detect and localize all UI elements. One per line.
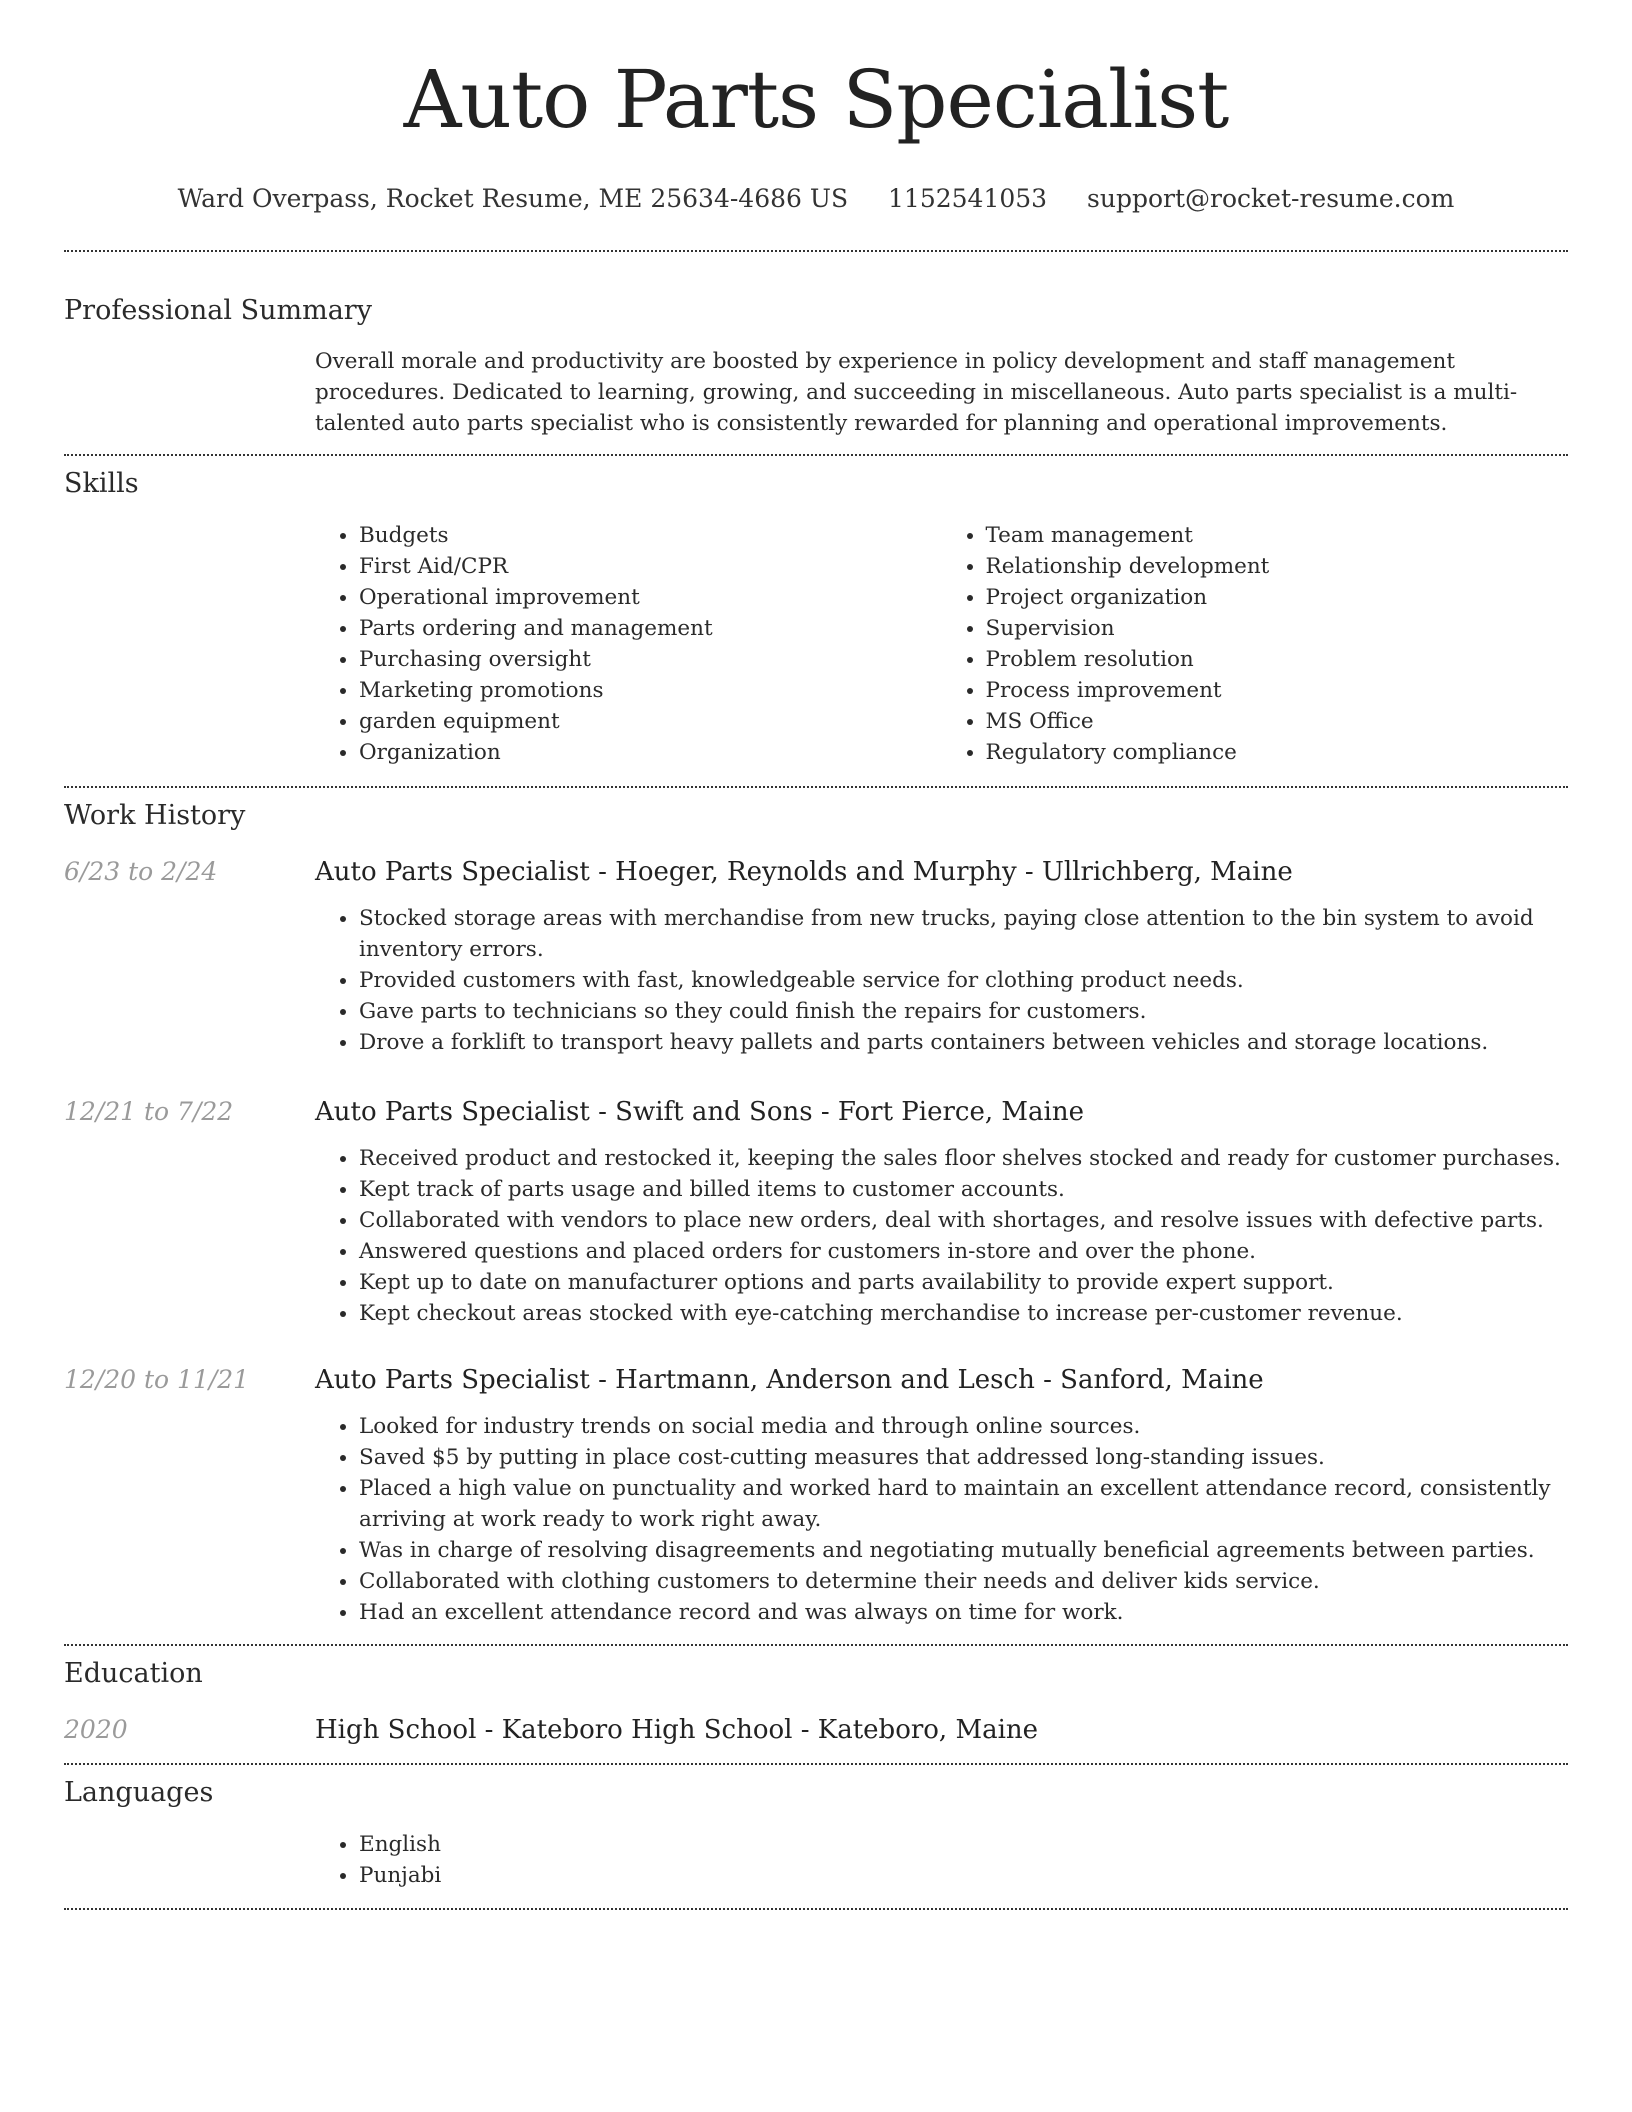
resume-name: Auto Parts Specialist	[403, 53, 1229, 146]
work-history-heading: Work History	[64, 800, 246, 831]
contact-phone: 1152541053	[888, 184, 1048, 213]
job-entry	[64, 1364, 1568, 1628]
skills-list-left	[315, 520, 942, 768]
job-title: Auto Parts Specialist - Hartmann, Anderson and Lesch - Sanford, Maine	[315, 1365, 1264, 1395]
job-bullet: • Received product and restocked it, keeping the sales floor shelves stocked and ready for customer purchases.	[359, 1143, 1612, 1174]
job-bullet: • Was in charge of resolving disagreements and negotiating mutually beneficial agreements between parties.	[359, 1535, 1612, 1566]
job-bullet: • Provided customers with fast, knowledgeable service for clothing product needs.	[359, 965, 1612, 996]
skill-item: • Operational improvement	[359, 582, 942, 613]
skill-item: • Regulatory compliance	[986, 737, 1569, 768]
job-bullet: • Drove a forklift to transport heavy pallets and parts containers between vehicles and storage locations.	[359, 1027, 1612, 1058]
education-dates: 2020	[64, 1715, 128, 1744]
job-bullets	[315, 903, 1612, 1058]
job-bullet: • Answered questions and placed orders for customers in-store and over the phone.	[359, 1236, 1612, 1267]
job-bullet: • Kept checkout areas stocked with eye-catching merchandise to increase per-customer revenue.	[359, 1298, 1612, 1329]
skill-item: • Process improvement	[986, 675, 1569, 706]
summary-text: Overall morale and productivity are boosted by experience in policy development and staff management procedures. Dedicated to learning, growing, and succeeding in miscellaneous. Auto parts specialist is a multi-talented auto parts specialist who is consistently rewarded for planning and operational improvements.	[315, 349, 1518, 436]
resume-page	[64, 0, 1568, 1910]
language-item: • English	[359, 1829, 1612, 1860]
job-dates: 6/23 to 2/24	[64, 857, 218, 886]
languages-heading: Languages	[64, 1777, 214, 1808]
job-bullet: • Kept track of parts usage and billed items to customer accounts.	[359, 1174, 1612, 1205]
skill-item: • Project organization	[986, 582, 1569, 613]
skills-section	[64, 456, 1568, 768]
job-entry	[64, 1096, 1568, 1329]
job-title: Auto Parts Specialist - Hoeger, Reynolds and Murphy - Ullrichberg, Maine	[315, 857, 1293, 887]
skills-list-right	[942, 520, 1569, 768]
job-bullet: • Gave parts to technicians so they could finish the repairs for customers.	[359, 996, 1612, 1027]
languages-section	[64, 1765, 1568, 1891]
skill-item: • Organization	[359, 737, 942, 768]
skill-item: • Budgets	[359, 520, 942, 551]
job-bullet: • Looked for industry trends on social media and through online sources.	[359, 1411, 1612, 1442]
summary-heading: Professional Summary	[64, 295, 372, 326]
job-bullets	[315, 1143, 1612, 1329]
language-item: • Punjabi	[359, 1860, 1612, 1891]
skills-heading: Skills	[64, 468, 139, 499]
job-bullet: • Collaborated with clothing customers to determine their needs and deliver kids service.	[359, 1566, 1612, 1597]
job-bullet: • Had an excellent attendance record and was always on time for work.	[359, 1597, 1612, 1628]
skill-item: • Supervision	[986, 613, 1569, 644]
skill-item: • Team management	[986, 520, 1569, 551]
job-bullet: • Placed a high value on punctuality and worked hard to maintain an excellent attendance record, consistently arriving at work ready to work right away.	[359, 1473, 1612, 1535]
skill-item: • MS Office	[986, 706, 1569, 737]
section-divider	[64, 1908, 1568, 1910]
job-entry	[64, 856, 1568, 1058]
skill-item: • First Aid/CPR	[359, 551, 942, 582]
skill-item: • Purchasing oversight	[359, 644, 942, 675]
skill-item: • garden equipment	[359, 706, 942, 737]
languages-list	[315, 1829, 1612, 1891]
job-bullet: • Saved $5 by putting in place cost-cutting measures that addressed long-standing issues.	[359, 1442, 1612, 1473]
skill-item: • Problem resolution	[986, 644, 1569, 675]
job-dates: 12/20 to 11/21	[64, 1365, 250, 1394]
summary-section	[64, 252, 1568, 439]
skill-item: • Marketing promotions	[359, 675, 942, 706]
job-bullet: • Collaborated with vendors to place new orders, deal with shortages, and resolve issues with defective parts.	[359, 1205, 1612, 1236]
education-heading: Education	[64, 1658, 203, 1689]
skill-item: • Relationship development	[986, 551, 1569, 582]
job-title: Auto Parts Specialist - Swift and Sons - Fort Pierce, Maine	[315, 1097, 1084, 1127]
job-bullets	[315, 1411, 1612, 1628]
job-bullet: • Kept up to date on manufacturer options and parts availability to provide expert support.	[359, 1267, 1612, 1298]
education-title: High School - Kateboro High School - Kateboro, Maine	[315, 1715, 1039, 1745]
job-dates: 12/21 to 7/22	[64, 1097, 234, 1126]
education-entry	[64, 1714, 1568, 1746]
contact-email: support@rocket-resume.com	[1087, 184, 1455, 213]
contact-line	[64, 184, 1568, 214]
work-history-section	[64, 788, 1568, 1628]
education-section	[64, 1646, 1568, 1746]
job-bullet: • Stocked storage areas with merchandise from new trucks, paying close attention to the bin system to avoid inventory errors.	[359, 903, 1612, 965]
contact-address: Ward Overpass, Rocket Resume, ME 25634-4686 US	[177, 184, 849, 213]
skill-item: • Parts ordering and management	[359, 613, 942, 644]
